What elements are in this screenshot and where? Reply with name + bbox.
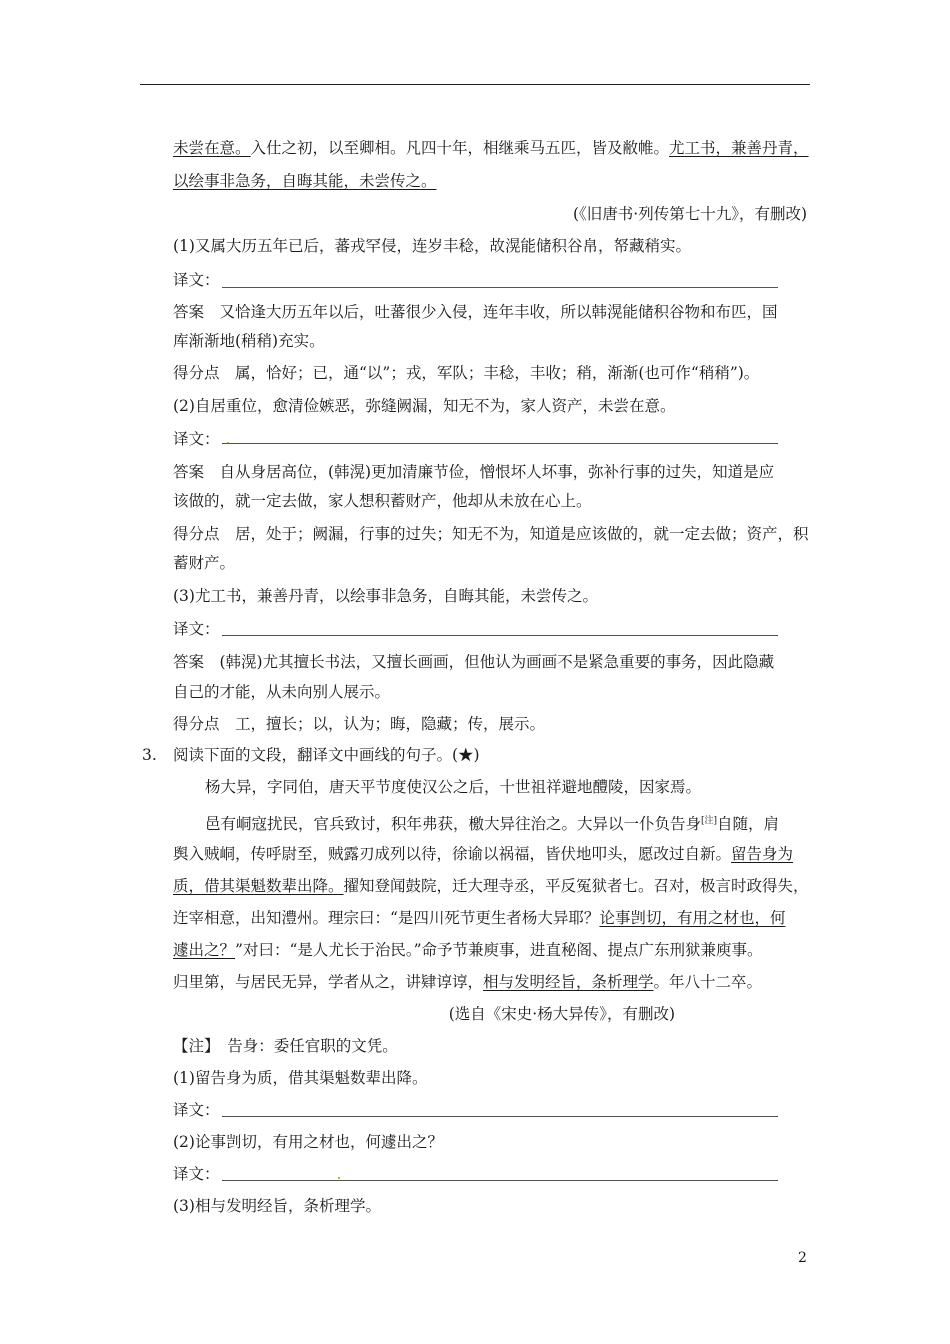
- answer-blank[interactable]: [222, 1180, 778, 1181]
- passage-line: [173, 171, 437, 191]
- sentence-1: (1)留告身为质，借其渠魁数辈出降。: [173, 1069, 428, 1087]
- sentence-2: (2)自居重位，愈清俭嫉恶，弥缝阙漏，知无不为，家人资产，未尝在意。: [173, 397, 676, 415]
- underlined-sentence: 论事剀切，有用之材也，何: [599, 909, 786, 927]
- answer-text: 答案 又恰逢大历五年以后，吐蕃很少入侵，连年丰收，所以韩滉能储积谷物和布匹，国: [173, 303, 778, 321]
- underlined-sentence: 相与发明经旨，条析理学: [483, 973, 654, 991]
- source-citation: (选自《宋史·杨大异传》，有删改): [448, 1005, 675, 1023]
- passage-line: 杨大异，字同伯，唐天平节度使汉公之后，十世祖祥避地醴陵，因家焉。: [205, 778, 702, 796]
- source-citation: (《旧唐书·列传第七十九》，有删改): [572, 205, 807, 223]
- underlined-sentence: 未尝在意。: [173, 139, 251, 157]
- footnote: 【注】 告身：委任官职的文凭。: [173, 1037, 398, 1055]
- answer-blank[interactable]: [222, 1116, 778, 1117]
- translate-label: 译文：: [173, 1101, 220, 1119]
- answer-text: 答案 自从身居高位，(韩滉)更加清廉节俭，憎恨坏人坏事，弥补行事的过失，知道是应: [173, 463, 775, 481]
- translate-label: 译文： .: [173, 1165, 342, 1183]
- scoring-points: 蓄财产。: [173, 554, 236, 572]
- passage-line: 未尝在意。入仕之初，以至卿相。凡四十年，相继乘马五匹，皆及敝帷。尤工书，兼善丹青，: [173, 139, 809, 157]
- answer-text: 答案 (韩滉)尤其擅长书法，又擅长画画，但他认为画画不是紧急重要的事务，因此隐藏: [173, 653, 775, 671]
- passage-line: 迕宰相意，出知澧州。理宗曰：“是四川死节更生者杨大异耶？论事剀切，有用之材也，何: [173, 909, 786, 927]
- answer-blank[interactable]: [222, 287, 778, 288]
- underlined-sentence: 以绘事非急务，自晦其能，未尝传之。: [173, 172, 437, 190]
- underlined-sentence: 遽出之？: [173, 941, 236, 959]
- sentence-3: (3)相与发明经旨，条析理学。: [173, 1197, 381, 1215]
- page-number: 2: [798, 1250, 807, 1266]
- translate-label: 译文：: [173, 620, 220, 638]
- underlined-sentence: 尤工书，兼善丹青，: [669, 139, 809, 157]
- answer-blank[interactable]: [222, 443, 778, 444]
- answer-text: 该做的，就一定去做，家人想积蓄财产，他却从未放在心上。: [173, 492, 592, 510]
- question-prompt: 阅读下面的文段，翻译文中画线的句子。(★): [173, 746, 480, 764]
- translate-label: 译文： .: [173, 430, 231, 448]
- passage-line: 舆入贼峒，传呼尉至，贼露刃成列以待，徐谕以祸福，皆伏地叩头，愿改过自新。留告身为: [173, 845, 794, 863]
- sentence-1: (1)又属大历五年已后，蕃戎罕侵，连岁丰稔，故滉能储积谷帛，帑藏稍实。: [173, 237, 691, 255]
- answer-text: 库渐渐地(稍稍)充实。: [173, 332, 325, 350]
- scoring-points: 得分点 工，擅长；以，认为；晦，隐藏；传，展示。: [173, 715, 546, 733]
- header-rule: [140, 84, 810, 85]
- passage-line: 质，借其渠魁数辈出降。擢知登闻鼓院，迁大理寺丞，平反冤狱者七。召对，极言时政得失，: [173, 877, 809, 895]
- scoring-points: 得分点 居，处于；阙漏，行事的过失；知无不为，知道是应该做的，就一定去做；资产，积: [173, 525, 809, 543]
- scoring-points: 得分点 属，恰好；已，通“以”；戎，军队；丰稔，丰收；稍，渐渐(也可作“稍稍”)。: [173, 364, 760, 382]
- answer-text: 自己的才能，从未向别人展示。: [173, 683, 391, 701]
- passage-line: 遽出之？”对曰：“是人尤长于治民。”命予节兼庾事，进直秘阁、提点广东刑狱兼庾事。: [173, 941, 763, 959]
- sentence-3: (3)尤工书，兼善丹青，以绘事非急务，自晦其能，未尝传之。: [173, 587, 598, 605]
- translate-label: 译文：: [173, 271, 220, 289]
- answer-blank[interactable]: [222, 635, 778, 636]
- passage-line: 归里第，与居民无异，学者从之，讲肄谆谆，相与发明经旨，条析理学。年八十二卒。: [173, 973, 763, 991]
- passage-line: 邑有峒寇扰民，官兵致讨，积年弗获，檄大异往治之。大异以一仆负告身[注]自随，肩: [205, 815, 780, 833]
- question-number: 3.: [142, 746, 157, 764]
- underlined-sentence: 质，借其渠魁数辈出降。: [173, 877, 344, 895]
- footnote-marker: [注]: [701, 816, 718, 826]
- underlined-sentence: 留告身为: [731, 845, 794, 863]
- sentence-2: (2)论事剀切，有用之材也，何遽出之？: [173, 1133, 443, 1151]
